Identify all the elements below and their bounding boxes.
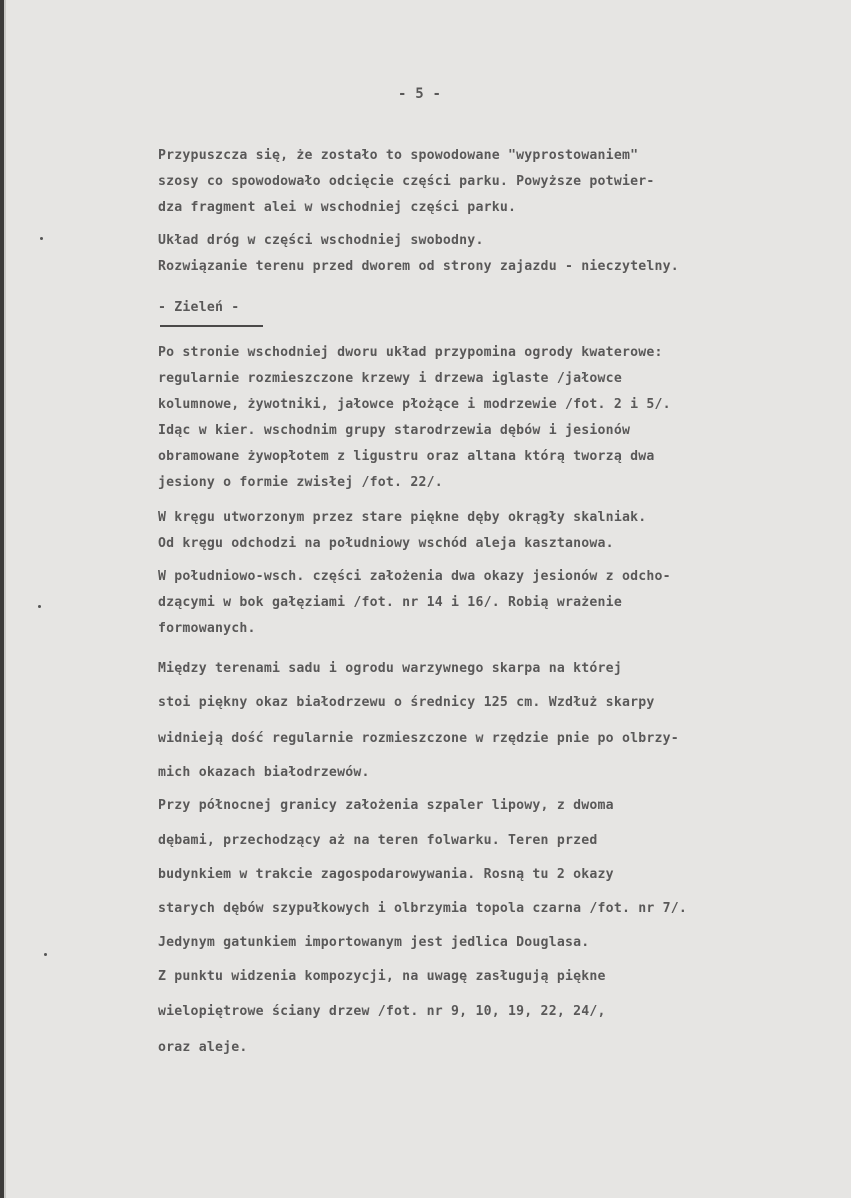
text-line: dzącymi w bok gałęziami /fot. nr 14 i 16/. Robią wrażenie — [158, 595, 622, 610]
text-line: Między terenami sadu i ogrodu warzywnego skarpa na której — [158, 661, 622, 676]
text-line: Idąc w kier. wschodnim grupy starodrzewia dębów i jesionów — [158, 423, 631, 438]
text-line: stoi piękny okaz białodrzewu o średnicy 125 cm. Wzdłuż skarpy — [158, 695, 655, 710]
heading-underline — [160, 325, 263, 327]
text-line: wielopiętrowe ściany drzew /fot. nr 9, 10, 19, 22, 24/, — [158, 1004, 606, 1019]
scan-speck — [44, 953, 47, 956]
text-line: oraz aleje. — [158, 1040, 248, 1055]
text-line: regularnie rozmieszczone krzewy i drzewa iglaste /jałowce — [158, 371, 622, 386]
text-line: W kręgu utworzonym przez stare piękne dęby okrągły skalniak. — [158, 510, 647, 525]
text-line: Po stronie wschodniej dworu układ przypomina ogrody kwaterowe: — [158, 345, 663, 360]
scan-speck — [40, 237, 43, 240]
text-line: Przy północnej granicy założenia szpaler lipowy, z dwoma — [158, 798, 614, 813]
text-line: mich okazach białodrzewów. — [158, 765, 370, 780]
text-line: dza fragment alei w wschodniej części parku. — [158, 200, 517, 215]
text-line: widnieją dość regularnie rozmieszczone w rzędzie pnie po olbrzy- — [158, 731, 679, 746]
text-line: szosy co spowodowało odcięcie części parku. Powyższe potwier- — [158, 174, 655, 189]
text-line: jesiony o formie zwisłej /fot. 22/. — [158, 475, 443, 490]
text-line: Rozwiązanie terenu przed dworem od strony zajazdu - nieczytelny. — [158, 259, 679, 274]
text-line: starych dębów szypułkowych i olbrzymia topola czarna /fot. nr 7/. — [158, 901, 688, 916]
page-number: - 5 - — [398, 86, 442, 102]
text-line: Z punktu widzenia kompozycji, na uwagę zasługują piękne — [158, 969, 606, 984]
text-line: obramowane żywopłotem z ligustru oraz altana którą tworzą dwa — [158, 449, 655, 464]
text-line: Jedynym gatunkiem importowanym jest jedlica Douglasa. — [158, 935, 590, 950]
text-line: Od kręgu odchodzi na południowy wschód aleja kasztanowa. — [158, 536, 614, 551]
text-line: formowanych. — [158, 621, 256, 636]
text-line: budynkiem w trakcie zagospodarowywania. Rosną tu 2 okazy — [158, 867, 614, 882]
text-line: Układ dróg w części wschodniej swobodny. — [158, 233, 484, 248]
text-line: dębami, przechodzący aż na teren folwarku. Teren przed — [158, 833, 598, 848]
section-heading: - Zieleń - — [158, 300, 240, 315]
scan-speck — [38, 605, 41, 608]
text-line: kolumnowe, żywotniki, jałowce płożące i modrzewie /fot. 2 i 5/. — [158, 397, 671, 412]
text-line: W południowo-wsch. części założenia dwa okazy jesionów z odcho- — [158, 569, 671, 584]
text-line: Przypuszcza się, że zostało to spowodowane "wyprostowaniem" — [158, 148, 639, 163]
